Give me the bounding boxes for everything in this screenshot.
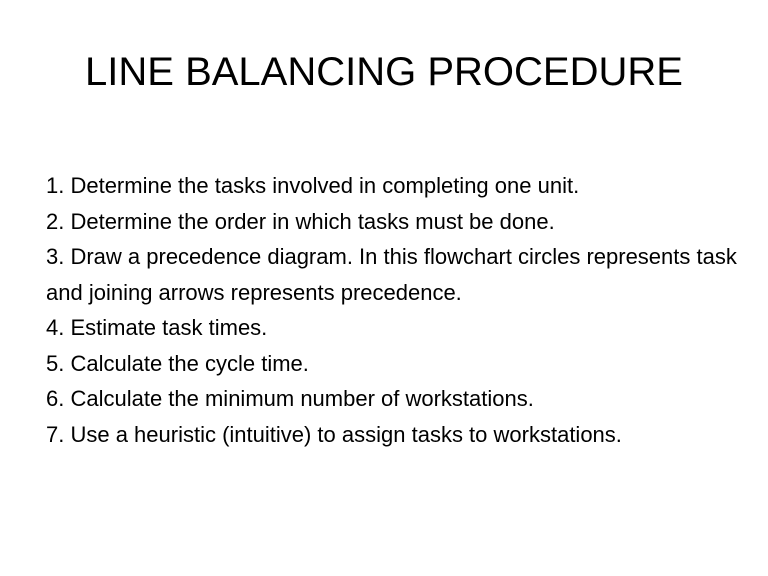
procedure-step-3: 3. Draw a precedence diagram. In this flowchart circles represents task and joining arrows represents precedence.	[46, 244, 737, 305]
procedure-list	[46, 168, 746, 452]
procedure-step-2: 2. Determine the order in which tasks must be done.	[46, 208, 555, 234]
procedure-step-7: 7. Use a heuristic (intuitive) to assign tasks to workstations.	[46, 421, 622, 447]
procedure-step-4: 4. Estimate task times.	[46, 315, 268, 340]
procedure-step-1: 1. Determine the tasks involved in completing one unit.	[46, 173, 580, 198]
procedure-step-5: 5. Calculate the cycle time.	[46, 350, 309, 376]
slide-title: LINE BALANCING PROCEDURE	[85, 50, 683, 94]
procedure-step-6: 6. Calculate the minimum number of workstations.	[46, 386, 534, 411]
